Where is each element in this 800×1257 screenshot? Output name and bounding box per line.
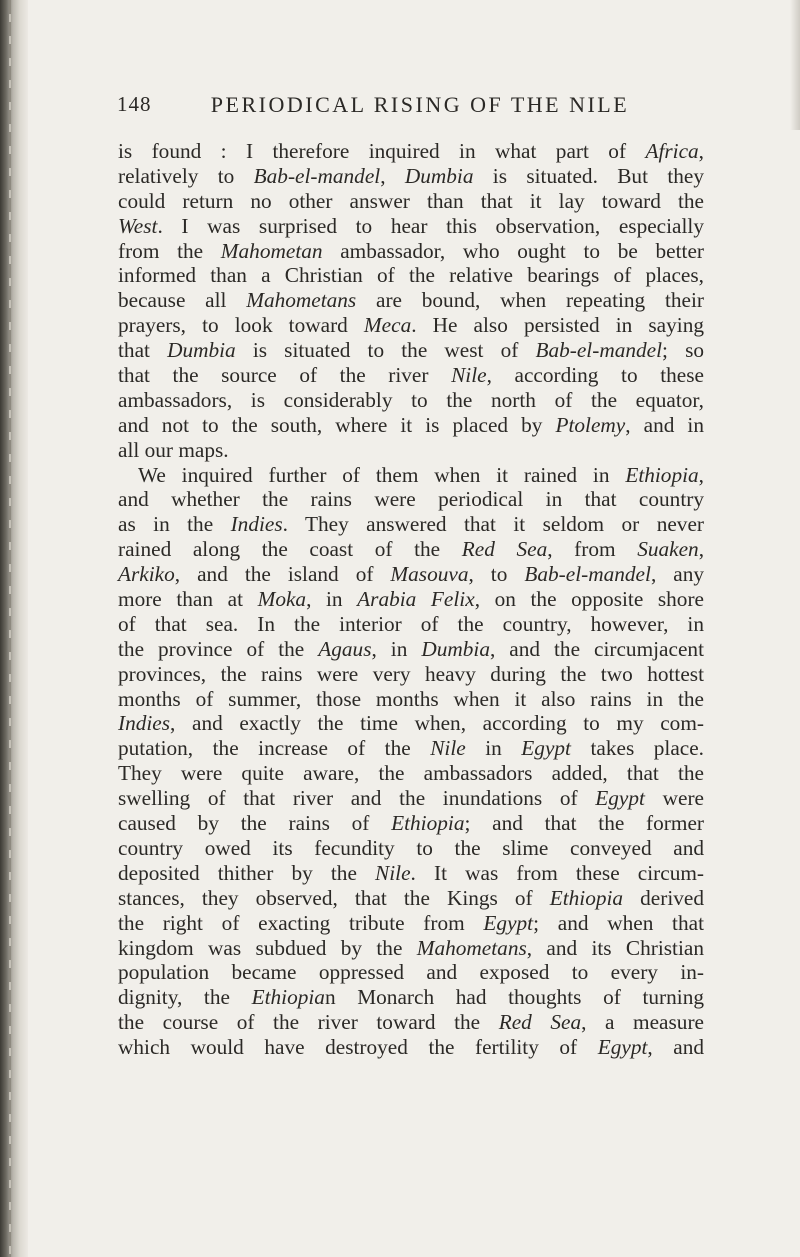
- book-binding-shadow: [0, 0, 28, 1257]
- text-line: and not to the south, where it is placed by Ptolemy, and in: [118, 412, 704, 437]
- text-line: the course of the river toward the Red Sea, a measure: [118, 1010, 704, 1035]
- text-line: They were quite aware, the ambassadors added, that the: [118, 761, 704, 786]
- text-line: all our maps.: [118, 437, 229, 462]
- text-line: because all Mahometans are bound, when repeating their: [118, 288, 704, 313]
- text-line: from the Mahometan ambassador, who ought to be better: [118, 238, 704, 263]
- text-line: stances, they observed, that the Kings of Ethiopia derived: [118, 885, 705, 910]
- text-line: that the source of the river Nile, according to these: [118, 363, 704, 388]
- text-line: months of summer, those months when it also rains in the: [118, 686, 704, 711]
- page-edge-shadow: [790, 0, 800, 130]
- text-line: population became oppressed and exposed to every in-: [118, 960, 704, 985]
- text-line: informed than a Christian of the relative bearings of places,: [118, 263, 704, 288]
- text-line: Indies, and exactly the time when, according to my com-: [118, 711, 704, 736]
- text-line: rained along the coast of the Red Sea, from Suaken,: [118, 537, 705, 562]
- text-line: that Dumbia is situated to the west of Bab-el-mandel; so: [118, 338, 705, 363]
- running-title: PERIODICAL RISING OF THE NILE: [210, 92, 630, 117]
- text-line: of that sea. In the interior of the country, however, in: [118, 611, 704, 636]
- text-line: We inquired further of them when it rained in Ethiopia,: [138, 462, 704, 487]
- body-text: [118, 139, 704, 1060]
- text-line: provinces, the rains were very heavy during the two hottest: [118, 661, 704, 686]
- text-line: and whether the rains were periodical in that country: [118, 487, 704, 512]
- text-line: the right of exacting tribute from Egypt; and when that: [118, 910, 704, 935]
- text-line: the province of the Agaus, in Dumbia, and the circumjacent: [118, 636, 704, 661]
- text-line: country owed its fecundity to the slime conveyed and: [118, 835, 704, 860]
- text-line: Arkiko, and the island of Masouva, to Bab-el-mandel, any: [118, 562, 704, 587]
- text-line: dignity, the Ethiopian Monarch had thoughts of turning: [118, 985, 704, 1010]
- text-line: deposited thither by the Nile. It was from these circum-: [118, 860, 705, 885]
- text-line: as in the Indies. They answered that it seldom or never: [118, 512, 704, 537]
- text-line: which would have destroyed the fertility of Egypt, and: [118, 1035, 705, 1060]
- text-line: putation, the increase of the Nile in Egypt takes place.: [118, 736, 705, 761]
- text-line: kingdom was subdued by the Mahometans, and its Christian: [118, 935, 704, 960]
- page-number: 148: [117, 92, 152, 116]
- page-header: [117, 92, 703, 122]
- text-line: more than at Moka, in Arabia Felix, on the opposite shore: [118, 587, 705, 612]
- text-line: caused by the rains of Ethiopia; and that the former: [118, 811, 704, 836]
- text-line: relatively to Bab-el-mandel, Dumbia is situated. But they: [118, 163, 704, 188]
- text-line: could return no other answer than that it lay toward the: [118, 188, 704, 213]
- text-line: is found : I therefore inquired in what part of Africa,: [118, 139, 704, 163]
- text-line: prayers, to look toward Meca. He also persisted in saying: [118, 313, 704, 338]
- text-line: ambassadors, is considerably to the north of the equator,: [118, 387, 704, 412]
- text-line: swelling of that river and the inundations of Egypt were: [118, 786, 704, 811]
- text-line: West. I was surprised to hear this observation, especially: [118, 213, 704, 238]
